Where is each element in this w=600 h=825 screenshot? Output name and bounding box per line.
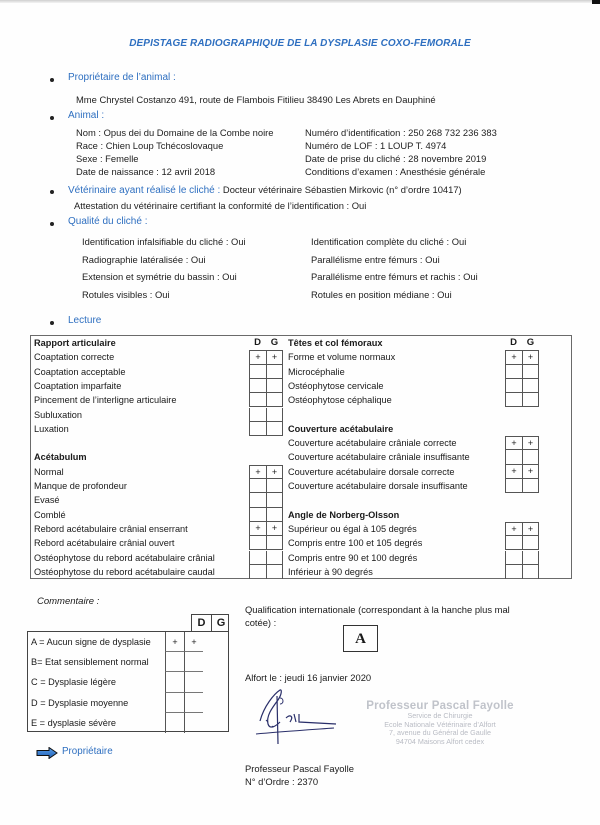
row-label: Forme et volume normaux: [288, 352, 396, 363]
dg-header: [505, 336, 539, 350]
grade-label: B= Etat sensiblement normal: [31, 657, 149, 668]
table-row: [285, 565, 573, 579]
lecture-section-label: Lecture: [68, 315, 102, 326]
table-row: [31, 565, 286, 579]
g-checkbox[interactable]: [522, 479, 539, 493]
bullet-icon: [50, 321, 56, 327]
g-checkbox[interactable]: +: [522, 522, 539, 536]
row-label: Coaptation imparfaite: [34, 380, 122, 391]
row-label: Luxation: [34, 423, 69, 434]
d-checkbox[interactable]: [165, 652, 184, 672]
qualification-label: Qualification internationale (correspondant à la hanche plus mal cotée) :: [245, 604, 510, 628]
row-label: Coaptation acceptable: [34, 366, 126, 377]
d-checkbox[interactable]: [249, 565, 266, 579]
d-checkbox[interactable]: [505, 536, 522, 550]
rapport-header: [31, 336, 286, 350]
g-checkbox[interactable]: +: [522, 436, 539, 450]
d-checkbox[interactable]: +: [505, 350, 522, 364]
d-checkbox[interactable]: [249, 493, 266, 507]
d-checkbox[interactable]: [249, 422, 266, 436]
g-checkbox[interactable]: [184, 713, 203, 733]
g-header: G: [526, 337, 535, 348]
d-header: D: [254, 337, 261, 348]
bullet-icon: [50, 222, 56, 228]
tetes-header: [285, 336, 573, 350]
stamp-line: Ecole Nationale Vétérinaire d’Alfort: [384, 719, 496, 729]
d-header: D: [197, 617, 206, 629]
g-checkbox[interactable]: [522, 450, 539, 464]
stamp-line: Service de Chirurgie: [407, 711, 473, 720]
grade-label: E = dysplasie sévère: [31, 717, 117, 728]
grade-row: [28, 652, 230, 672]
d-checkbox[interactable]: [505, 365, 522, 379]
table-row: [31, 422, 286, 436]
g-checkbox[interactable]: [184, 672, 203, 692]
g-checkbox[interactable]: [522, 536, 539, 550]
tetes-title: Têtes et col fémoraux: [288, 338, 383, 348]
animal-breed: Race : Chien Loup Tchécoslovaque: [76, 140, 224, 151]
row-label: Normal: [34, 466, 64, 477]
row-label: Manque de profondeur: [34, 481, 127, 491]
quality-item: Radiographie latéralisée : Oui: [82, 254, 206, 265]
d-checkbox[interactable]: [249, 365, 266, 379]
d-checkbox[interactable]: +: [505, 465, 522, 479]
d-checkbox[interactable]: [505, 565, 522, 579]
g-checkbox[interactable]: +: [266, 465, 283, 479]
g-checkbox[interactable]: +: [522, 350, 539, 364]
animal-id-number: Numéro d’identification : 250 268 732 236 383: [305, 127, 497, 138]
owner-section-label: Propriétaire de l’animal :: [68, 72, 176, 83]
row-label: Rebord acétabulaire crânial ouvert: [34, 538, 175, 549]
rapport-title: Rapport articulaire: [34, 338, 116, 348]
norberg-header: [285, 508, 573, 522]
grade-row: [28, 713, 230, 733]
g-checkbox[interactable]: [184, 693, 203, 713]
d-header: D: [510, 337, 517, 348]
signature-icon: [246, 686, 346, 746]
place-date: Alfort le : jeudi 16 janvier 2020: [245, 672, 372, 683]
xray-date: Date de prise du cliché : 28 novembre 2019: [305, 153, 487, 164]
table-row: [31, 536, 286, 550]
row-label: Microcéphalie: [288, 366, 345, 377]
table-row: [285, 379, 573, 393]
d-checkbox[interactable]: [165, 713, 184, 733]
g-checkbox[interactable]: [266, 551, 283, 565]
g-checkbox[interactable]: [266, 408, 283, 422]
grade-row: [28, 693, 230, 713]
g-checkbox[interactable]: [266, 493, 283, 507]
lecture-left-column: [31, 336, 286, 580]
grade-row: [28, 672, 230, 692]
d-checkbox[interactable]: +: [249, 465, 266, 479]
stamp-name: Professeur Pascal Fayolle: [366, 700, 514, 712]
d-checkbox[interactable]: [249, 408, 266, 422]
row-label: Subluxation: [34, 409, 83, 420]
g-checkbox[interactable]: [522, 551, 539, 565]
d-checkbox[interactable]: +: [505, 436, 522, 450]
row-label: Couverture acétabulaire dorsale correcte: [288, 466, 455, 477]
quality-item: Parallélisme entre fémurs : Oui: [311, 254, 440, 265]
table-row: [31, 522, 286, 536]
table-row: [31, 479, 286, 493]
comment-label: Commentaire :: [37, 596, 100, 607]
row-label: Couverture acétabulaire dorsale insuffisante: [288, 481, 468, 491]
row-label: Rebord acétabulaire crânial enserrant: [34, 523, 188, 534]
row-label: Coaptation correcte: [34, 352, 115, 363]
g-checkbox[interactable]: [266, 422, 283, 436]
grade-label: A = Aucun signe de dysplasie: [31, 637, 151, 647]
g-checkbox[interactable]: [522, 365, 539, 379]
couverture-title: Couverture acétabulaire: [288, 423, 394, 434]
row-label: Inférieur à 90 degrés: [288, 566, 373, 577]
bullet-icon: [50, 78, 56, 84]
exam-conditions: Conditions d’examen : Anesthésie générale: [305, 166, 486, 177]
quality-item: Extension et symétrie du bassin : Oui: [82, 271, 237, 282]
couverture-header: [285, 422, 573, 436]
vet-attestation: Attestation du vétérinaire certifiant la conformité de l’identification : Oui: [74, 200, 367, 211]
animal-sex: Sexe : Femelle: [76, 153, 139, 164]
g-checkbox[interactable]: +: [266, 350, 283, 364]
scan-corner: [592, 0, 600, 4]
row-label: Comblé: [34, 509, 66, 520]
dg-header: [249, 336, 283, 350]
row-label: Ostéophytose du rebord acétabulaire caudal: [34, 566, 215, 577]
lecture-table: [30, 335, 572, 579]
stamp-line: 7, avenue du Général de Gaulle: [389, 728, 491, 738]
vet-section-label: Vétérinaire ayant réalisé le cliché :: [68, 185, 221, 196]
d-checkbox[interactable]: [249, 508, 266, 522]
owner-value: Mme Chrystel Costanzo 491, route de Flambois Fitilieu 38490 Les Abrets en Dauphiné: [76, 94, 436, 105]
d-checkbox[interactable]: +: [249, 350, 266, 364]
qualification-grade: A: [343, 625, 378, 652]
row-label: Evasé: [34, 495, 60, 506]
grade-row: [28, 632, 230, 652]
official-stamp: [355, 700, 525, 746]
table-row: [31, 508, 286, 522]
signer-block: [245, 763, 354, 788]
g-checkbox[interactable]: [522, 565, 539, 579]
table-row: [31, 350, 286, 364]
g-header: G: [211, 615, 230, 632]
table-row: [31, 408, 286, 422]
d-checkbox[interactable]: [505, 379, 522, 393]
table-row: [285, 436, 573, 450]
grade-label: C = Dysplasie légère: [31, 677, 117, 688]
vet-value: Docteur vétérinaire Sébastien Mirkovic (n° d’ordre 10417): [220, 184, 462, 195]
d-checkbox[interactable]: [165, 672, 184, 692]
table-row: [31, 551, 286, 565]
table-row: [285, 350, 573, 364]
stamp-line: 94704 Maisons Alfort cedex: [395, 736, 485, 746]
table-row: [31, 393, 286, 407]
g-checkbox[interactable]: +: [266, 522, 283, 536]
signer-order: N° d’Ordre : 2370: [245, 775, 319, 787]
table-row: [285, 522, 573, 536]
animal-birthdate: Date de naissance : 12 avril 2018: [76, 166, 216, 177]
d-checkbox[interactable]: [249, 479, 266, 493]
table-row: [285, 465, 573, 479]
row-label: Supérieur ou égal à 105 degrés: [288, 523, 417, 534]
row-label: Couverture acétabulaire crâniale correcte: [288, 438, 457, 449]
animal-lof-number: Numéro de LOF : 1 LOUP T. 4974: [305, 140, 447, 151]
acetabulum-header: [31, 450, 286, 464]
table-row: [285, 450, 573, 464]
d-checkbox[interactable]: [249, 551, 266, 565]
g-checkbox[interactable]: [266, 508, 283, 522]
acetabulum-title: Acétabulum: [34, 452, 87, 463]
quality-item: Rotules en position médiane : Oui: [311, 289, 452, 300]
g-checkbox[interactable]: [266, 479, 283, 493]
g-checkbox[interactable]: [522, 379, 539, 393]
row-label: Compris entre 100 et 105 degrés: [288, 538, 423, 549]
d-checkbox[interactable]: [249, 393, 266, 407]
row-label: Ostéophytose cervicale: [288, 380, 384, 391]
quality-item: Rotules visibles : Oui: [82, 289, 170, 300]
g-checkbox[interactable]: [266, 379, 283, 393]
table-row: [31, 493, 286, 507]
table-row: [31, 365, 286, 379]
grade-label: D = Dysplasie moyenne: [31, 697, 129, 708]
row-label: Couverture acétabulaire crâniale insuffisante: [288, 452, 470, 463]
scan-edge: [0, 0, 600, 3]
quality-item: Parallélisme entre fémurs et rachis : Oui: [311, 271, 478, 282]
quality-section-label: Qualité du cliché :: [68, 216, 148, 227]
table-row: [285, 393, 573, 407]
grade-dg-header: [191, 614, 229, 631]
g-checkbox[interactable]: [266, 365, 283, 379]
g-checkbox[interactable]: [184, 652, 203, 672]
row-label: Ostéophytose céphalique: [288, 395, 392, 406]
d-checkbox[interactable]: [249, 379, 266, 393]
g-header: G: [270, 337, 279, 348]
table-row: [285, 479, 573, 493]
lecture-right-column: [285, 336, 573, 580]
bullet-icon: [50, 116, 56, 122]
g-checkbox[interactable]: [522, 393, 539, 407]
d-checkbox[interactable]: [249, 536, 266, 550]
table-row: [285, 365, 573, 379]
vet-line: [68, 184, 462, 196]
g-checkbox[interactable]: [266, 536, 283, 550]
animal-section-label: Animal :: [68, 110, 105, 121]
bullet-icon: [50, 190, 56, 196]
g-checkbox[interactable]: +: [184, 632, 203, 652]
arrow-right-icon[interactable]: [36, 747, 58, 759]
d-checkbox[interactable]: [505, 551, 522, 565]
g-checkbox[interactable]: +: [522, 465, 539, 479]
d-checkbox[interactable]: [505, 479, 522, 493]
row-label: Compris entre 90 et 100 degrés: [288, 552, 418, 563]
g-checkbox[interactable]: [266, 393, 283, 407]
row-label: Pincement de l’interligne articulaire: [34, 395, 177, 406]
quality-item: Identification complète du cliché : Oui: [311, 236, 467, 247]
g-checkbox[interactable]: [266, 565, 283, 579]
signer-name: Professeur Pascal Fayolle: [245, 763, 354, 774]
table-row: [31, 465, 286, 479]
d-checkbox[interactable]: [505, 393, 522, 407]
row-label: Ostéophytose du rebord acétabulaire crânial: [34, 552, 215, 563]
d-checkbox[interactable]: [505, 450, 522, 464]
d-checkbox[interactable]: [165, 693, 184, 713]
d-checkbox[interactable]: +: [165, 632, 184, 652]
table-row: [285, 536, 573, 550]
d-checkbox[interactable]: +: [249, 522, 266, 536]
animal-name: Nom : Opus dei du Domaine de la Combe noire: [76, 127, 274, 138]
owner-link[interactable]: Propriétaire: [62, 746, 113, 757]
quality-item: Identification infalsifiable du cliché : Oui: [82, 236, 246, 247]
norberg-title: Angle de Norberg-Olsson: [288, 509, 400, 520]
table-row: [285, 551, 573, 565]
document-title: DEPISTAGE RADIOGRAPHIQUE DE LA DYSPLASIE COXO-FEMORALE: [129, 38, 471, 49]
d-checkbox[interactable]: +: [505, 522, 522, 536]
table-row: [31, 379, 286, 393]
grade-table-body: [27, 631, 229, 732]
